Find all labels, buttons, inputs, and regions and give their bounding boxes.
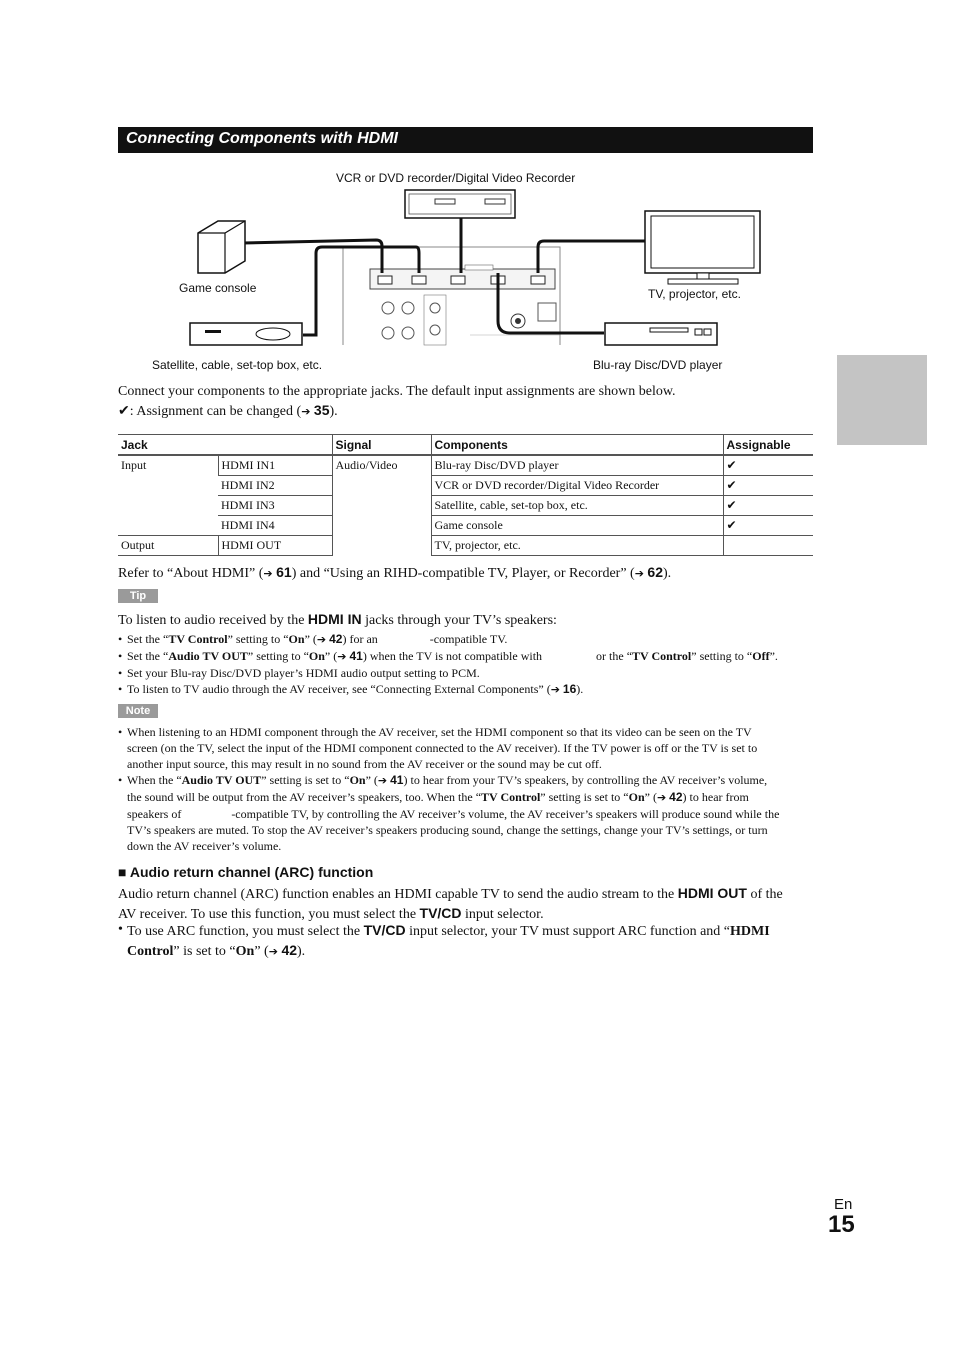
label-vcr: VCR or DVD recorder/Digital Video Recorder [336,171,576,185]
list-item: • When the “Audio TV OUT” setting is set to “On” (➔ 41) to hear from your TV’s speakers, by controlling the AV receiver’s volume, the sound will be output from the AV receiver’s speakers, too. When the “TV Control” setting is set to “On” (➔ 42) to hear from speakers of -compatible TV, by controlling the AV receiver’s volume, the AV receiver’s speakers will produce sound while the TV’s speakers are muted. To stop the AV receiver’s speakers producing sound, change the settings, change your TV’s settings, or turn down the AV receiver’s volume. [118,772,818,854]
jack-cell: HDMI IN4 [218,516,332,536]
tv-icon [645,211,760,284]
jack-cell: HDMI OUT [218,536,332,556]
table-row [118,455,813,476]
bluray-player-icon [605,323,717,345]
arrow-icon: ➔ [301,405,311,418]
list-item: • When listening to an HDMI component through the AV receiver, set the HDMI component so that its video can be seen on the TV screen (on the TV, select the input of the HDMI component connected to the AV receiver). If the TV power is off or the TV is set to another input source, this may result in no sound from the AV receiver or the sound may be cut off. [118,724,818,772]
section-title-bar [118,127,813,153]
jack-cell: HDMI IN3 [218,496,332,516]
page-number: 15 [828,1211,855,1238]
list-item: • Set the “TV Control” setting to “On” (➔ 42) for an -compatible TV. [118,631,818,648]
signal-cell: Audio/Video [332,455,431,556]
connection-diagram [180,185,780,350]
component-cell: Game console [431,516,723,536]
arc-list [118,921,818,961]
header-jack: Jack [118,435,332,456]
refer-line: Refer to “About HDMI” (➔ 61) and “Using an RIHD-compatible TV, Player, or Recorder” (➔ 62). [118,564,672,581]
game-console-icon [198,221,245,273]
tip-tag: Tip [118,589,158,603]
group-input: Input [118,455,218,536]
label-satellite: Satellite, cable, set-top box, etc. [152,358,323,372]
check-icon: ✔ [118,404,130,419]
arrow-icon: ➔ [377,774,388,787]
vcr-recorder-icon [405,190,515,218]
component-cell: VCR or DVD recorder/Digital Video Recorder [431,476,723,496]
table-row [118,516,813,536]
assignable-cell: ✔ [723,455,813,476]
arc-paragraph: Audio return channel (ARC) function enables an HDMI capable TV to send the audio stream to the HDMI OUT of the AV receiver. To use this function, you must select the TV/CD input selector. [118,885,783,922]
page-ref: 35 [313,402,330,418]
header-components: Components [431,435,723,456]
assignable-cell: ✔ [723,496,813,516]
tip-list [118,631,818,698]
arrow-icon: ➔ [263,567,273,580]
component-cell: TV, projector, etc. [431,536,723,556]
arc-heading: ■ Audio return channel (ARC) function [118,864,374,880]
arrow-icon: ➔ [656,791,667,804]
assignable-cell: ✔ [723,516,813,536]
component-cell: Blu-ray Disc/DVD player [431,455,723,476]
section-title: Connecting Components with HDMI [126,130,398,147]
assignable-cell: ✔ [723,476,813,496]
table-row [118,496,813,516]
tip-intro: To listen to audio received by the HDMI IN jacks through your TV’s speakers: [118,611,557,628]
side-tab [837,355,927,445]
header-assignable: Assignable [723,435,813,456]
arrow-icon: ➔ [634,567,644,580]
label-game-console: Game console [179,281,257,295]
label-tv: TV, projector, etc. [648,287,741,301]
arrow-icon: ➔ [316,633,327,646]
hdmi-jack-table [118,434,813,556]
list-item: • Set the “Audio TV OUT” setting to “On” (➔ 41) when the TV is not compatible with or the “TV Control” setting to “Off”. [118,648,818,665]
assignable-cell [723,536,813,556]
av-receiver-rear-panel [343,247,560,345]
arrow-icon: ➔ [337,650,347,663]
table-row [118,476,813,496]
component-cell: Satellite, cable, set-top box, etc. [431,496,723,516]
label-bluray: Blu-ray Disc/DVD player [593,358,723,372]
jack-cell: HDMI IN2 [218,476,332,496]
note-tag: Note [118,704,158,718]
arrow-icon: ➔ [550,683,560,696]
intro-line: Connect your components to the appropriate jacks. The default input assignments are shown below. [118,384,676,399]
list-item: • Set your Blu-ray Disc/DVD player’s HDMI audio output setting to PCM. [118,665,818,681]
note-list [118,724,818,854]
satellite-box-icon [190,323,302,345]
table-row [118,536,813,556]
header-signal: Signal [332,435,431,456]
table-header-row [118,435,813,456]
arrow-icon: ➔ [268,945,278,958]
list-item: • To use ARC function, you must select the TV/CD input selector, your TV must support ARC function and “HDMI Control” is set to “On” (➔ 42). [118,921,818,961]
jack-cell: HDMI IN1 [218,455,332,476]
list-item: • To listen to TV audio through the AV receiver, see “Connecting External Components” (➔ 16). [118,681,818,698]
group-output: Output [118,536,218,556]
assignment-note: ✔: Assignment can be changed (➔ 35). [118,402,338,419]
language-label: En [834,1196,853,1213]
